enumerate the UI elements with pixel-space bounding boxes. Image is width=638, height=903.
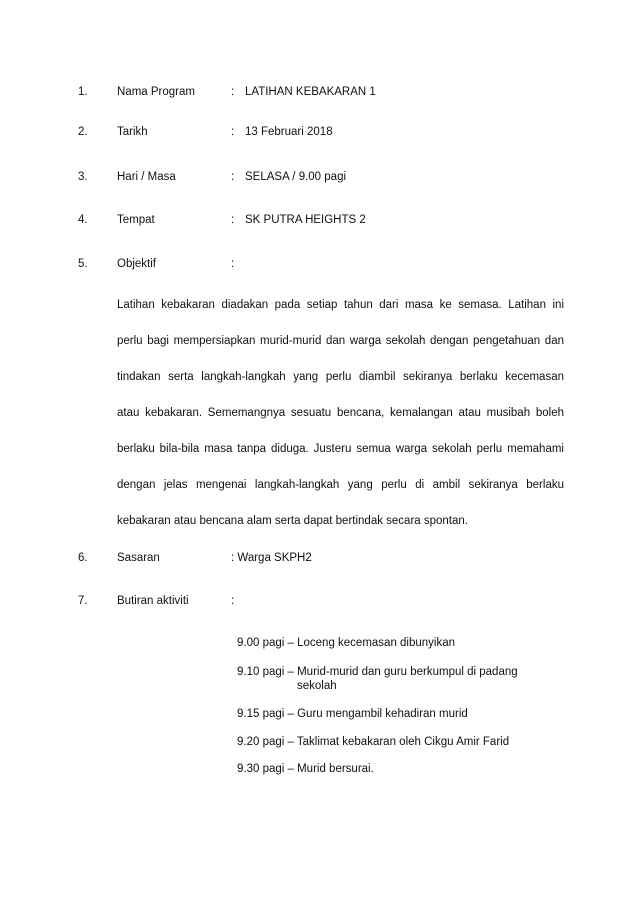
paragraph-line: Latihan kebakaran diadakan pada setiap tahun dari masa ke semasa. Latihan ini [117,299,564,311]
paragraph-line: atau kebakaran. Sememangnya sesuatu bencana, kemalangan atau musibah boleh [117,407,564,419]
item-number: 7. [78,595,88,607]
item-label: Nama Program [117,86,195,98]
item-tempat [0,212,638,228]
activity-item: 9.20 pagi – Taklimat kebakaran oleh Cikgu Amir Farid [237,736,510,748]
item-colon: : [231,126,235,138]
item-number: 4. [78,214,88,226]
item-butiran-aktiviti [0,593,638,609]
activity-item: 9.30 pagi – Murid bersurai. [237,763,374,775]
item-label: Tarikh [117,126,148,138]
activity-item-continuation: sekolah [297,680,337,692]
activity-item: 9.15 pagi – Guru mengambil kehadiran murid [237,708,468,720]
item-sasaran [0,550,638,566]
item-label: Hari / Masa [117,171,176,183]
item-colon: : [231,258,235,270]
item-colon: : [231,595,235,607]
paragraph-line: perlu bagi mempersiapkan murid-murid dan warga sekolah dengan pengetahuan dan [117,335,564,347]
item-value: 13 Februari 2018 [245,126,333,138]
item-label: Sasaran [117,552,160,564]
paragraph-line: berlaku bila-bila masa tanpa diduga. Justeru semua warga sekolah perlu memahami [117,443,564,455]
activity-item: 9.00 pagi – Loceng kecemasan dibunyikan [237,637,456,649]
item-number: 2. [78,126,88,138]
item-number: 5. [78,258,88,270]
item-value: LATIHAN KEBAKARAN 1 [245,86,376,98]
paragraph-line: kebakaran atau bencana alam serta dapat bertindak secara spontan. [117,515,468,527]
item-nama-program [0,84,638,100]
item-tarikh [0,124,638,140]
item-label: Tempat [117,214,155,226]
item-value: : Warga SKPH2 [231,552,312,564]
paragraph-line: tindakan serta langkah-langkah yang perlu diambil sekiranya berlaku kecemasan [117,371,564,383]
item-label: Butiran aktiviti [117,595,189,607]
item-value: SELASA / 9.00 pagi [245,171,347,183]
item-number: 3. [78,171,88,183]
item-colon: : [231,171,235,183]
item-hari-masa [0,169,638,185]
item-objektif [0,256,638,272]
item-value: SK PUTRA HEIGHTS 2 [245,214,366,226]
paragraph-line: dengan jelas mengenai langkah-langkah yang perlu di ambil sekiranya berlaku [117,479,564,491]
item-colon: : [231,214,235,226]
item-colon: : [231,86,235,98]
item-label: Objektif [117,258,156,270]
activity-item: 9.10 pagi – Murid-murid dan guru berkumpul di padang [237,666,518,678]
item-number: 6. [78,552,88,564]
item-number: 1. [78,86,88,98]
